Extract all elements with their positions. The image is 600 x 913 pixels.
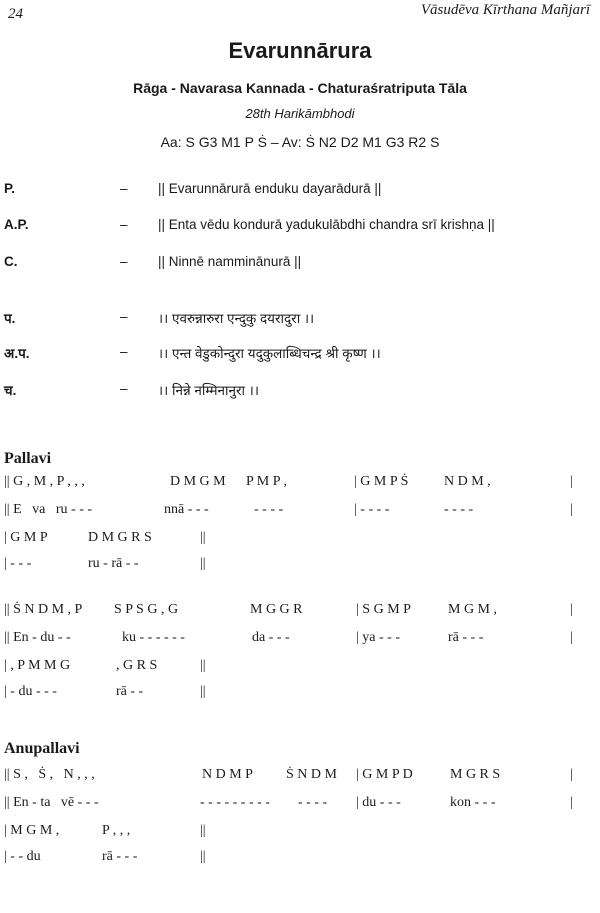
running-title: Vāsudēva Kīrthana Mañjarī [420,2,590,18]
raga-line: Rāga - Navarasa Kannada - Chaturaśratriputa Tāla [133,80,467,96]
notation-cell: | [570,630,573,645]
notation-cell: || [200,556,206,571]
lyric-line [0,254,600,276]
notation-cell: rā - - - [448,630,484,645]
anupallavi-heading: Anupallavi [4,740,80,757]
notation-cell: , G R S [116,658,158,673]
notation-cell: || S , Ṡ , N , , , [4,767,95,782]
pallavi-heading: Pallavi [4,450,52,467]
notation-cell: | - du - - - [4,684,57,699]
notation-cell: - - - - [444,502,474,517]
notation-cell: || [200,684,206,699]
notation-cell: kon - - - [450,795,496,810]
notation-cell: | [570,767,573,782]
notation-line [4,602,594,622]
notation-cell: | du - - - [356,795,401,810]
lyric-text: || Evarunnārurā enduku dayarādurā || [158,181,382,196]
notation-cell: | G M P [4,530,48,545]
notation-cell: || [200,849,206,864]
notation-cell: D M G M [170,474,226,489]
song-title: Evarunnārura [228,38,372,63]
notation-line [4,556,594,576]
notation-cell: nnā - - - [164,502,209,517]
notation-cell: || G , M , P , , , [4,474,85,489]
notation-line [4,823,594,843]
notation-cell: | ya - - - [356,630,401,645]
lyric-line [0,309,600,331]
notation-line [4,530,594,550]
lyric-label: C. [4,254,18,269]
lyric-line [0,344,600,366]
notation-cell: da - - - [252,630,290,645]
notation-cell: || En - ta vē - - - [4,795,99,810]
notation-cell: | - - - [4,556,32,571]
notation-cell: | [570,502,573,517]
notation-line [4,849,594,869]
notation-cell: || En - du - - [4,630,71,645]
notation-line [4,630,594,650]
notation-cell: | G M P D [356,767,413,782]
lyric-line [0,381,600,403]
notation-cell: rā - - [116,684,144,699]
lyric-text: || Enta vēdu kondurā yadukulābdhi chandra srī krishṇa || [158,217,495,232]
notation-line [4,658,594,678]
scale-line: Aa: S G3 M1 P Ṡ – Av: Ṡ N2 D2 M1 G3 R2 S [160,134,440,150]
notation-line [4,767,594,787]
notation-line [4,474,594,494]
lyric-dash: – [120,309,128,324]
notation-cell: | S G M P [356,602,411,617]
notation-cell: | G M P Ṡ [354,474,409,489]
notation-cell: P , , , [102,823,131,838]
notation-cell: | [570,474,573,489]
lyric-dash: – [120,181,128,196]
notation-cell: D M G R S [88,530,152,545]
notation-cell: || [200,658,206,673]
page-number: 24 [8,6,23,22]
notation-cell: - - - - [298,795,328,810]
lyric-line [0,217,600,239]
notation-cell: | , P M M G [4,658,71,673]
lyric-label: A.P. [4,217,29,232]
notation-line [4,684,594,704]
notation-cell: M G R S [450,767,501,782]
notation-line [4,795,594,815]
notation-cell: N D M P [202,767,253,782]
lyric-text: ।। निन्ने नम्मिनानुरा ।। [158,383,260,398]
notation-cell: | - - - - [354,502,390,517]
lyric-text: ।। एवरुन्नारुरा एन्दुकु दयरादुरा ।। [158,311,315,326]
notation-cell: | [570,602,573,617]
notation-line [4,502,594,522]
notation-cell: | [570,795,573,810]
lyric-dash: – [120,381,128,396]
notation-cell: - - - - - - - - - [200,795,270,810]
lyric-dash: – [120,254,128,269]
notation-cell: P M P , [246,474,287,489]
lyric-dash: – [120,217,128,232]
lyric-label: प. [4,311,16,326]
lyric-label: P. [4,181,16,196]
lyric-dash: – [120,344,128,359]
notation-cell: ku - - - - - - [122,630,185,645]
notation-cell: ru - rā - - [88,556,139,571]
lyric-label: च. [4,383,17,398]
notation-cell: rā - - - [102,849,138,864]
notation-cell: || [200,530,206,545]
lyric-text: || Ninnē namminānurā || [158,254,302,269]
notation-cell: || Ṡ N D M , P [4,602,83,617]
notation-cell: Ṡ N D M [286,767,337,782]
lyric-label: अ.प. [4,346,30,361]
notation-cell: S P S G , G [114,602,179,617]
notation-cell: | M G M , [4,823,60,838]
notation-cell: N D M , [444,474,491,489]
notation-cell: | - - du [4,849,41,864]
lyric-line [0,181,600,203]
notation-cell: - - - - [254,502,284,517]
notation-cell: || E va ru - - - [4,502,93,517]
lyric-text: ।। एन्त वेडुकोन्दुरा यदुकुलाब्धिचन्द्र श्री कृष्ण ।। [158,346,381,361]
melakarta-line: 28th Harikāmbhodi [245,106,355,121]
notation-cell: M G M , [448,602,498,617]
notation-cell: M G G R [250,602,303,617]
notation-cell: || [200,823,206,838]
